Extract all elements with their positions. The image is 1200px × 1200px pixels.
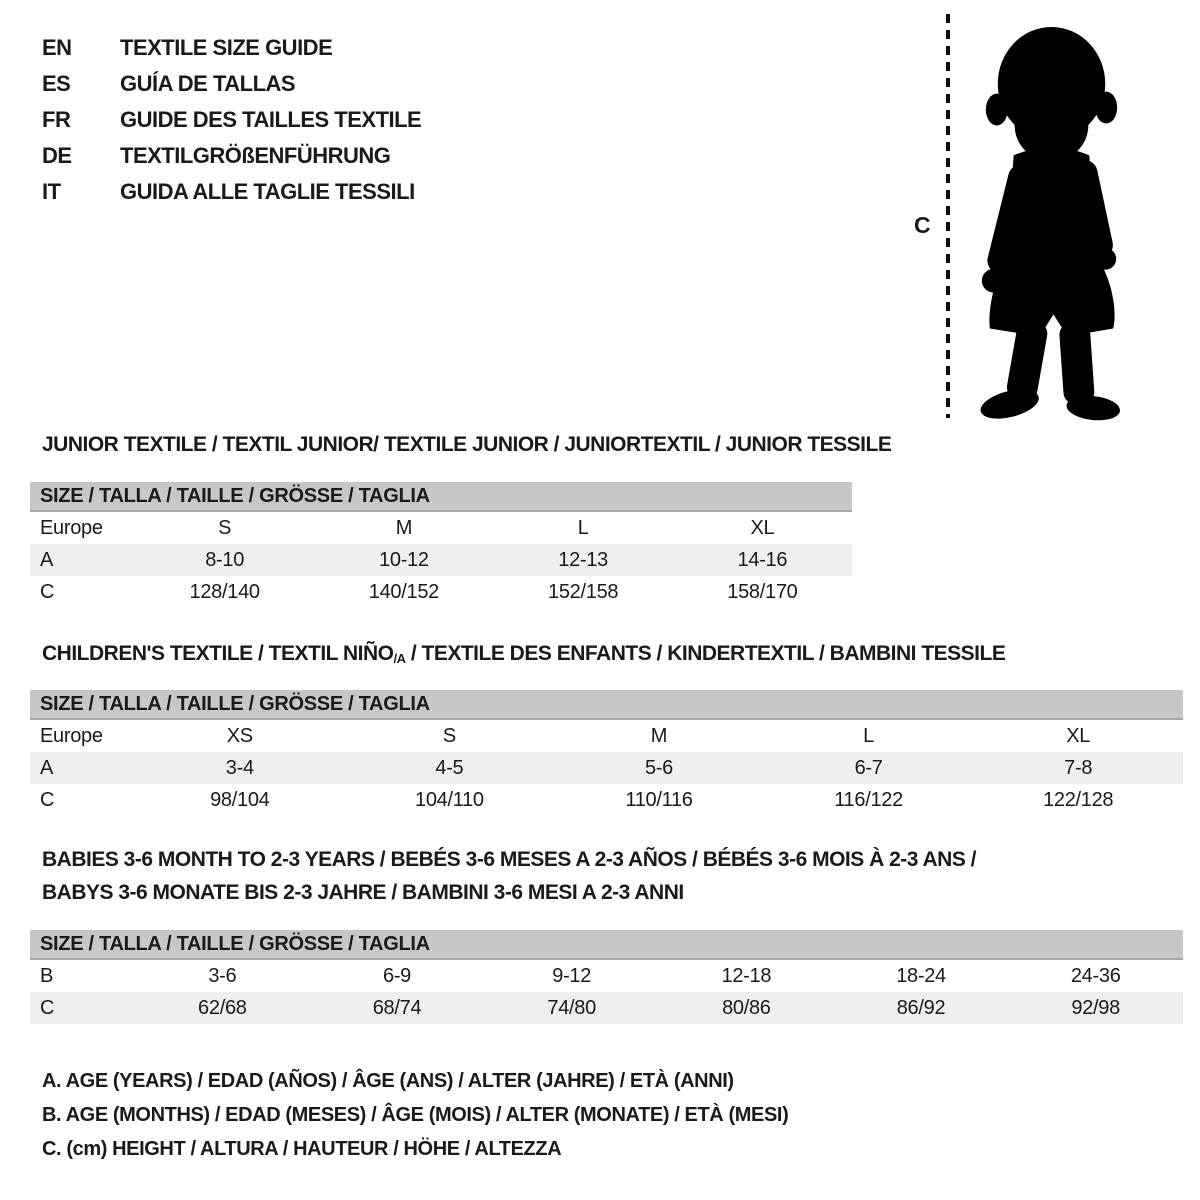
junior-size-table xyxy=(30,482,852,608)
size-cell: XL xyxy=(1066,724,1091,747)
lang-row-fr xyxy=(42,102,421,138)
table-row xyxy=(30,576,852,608)
height-cell: 62/68 xyxy=(198,996,247,1019)
lang-code-de: DE xyxy=(42,143,72,168)
table-row xyxy=(30,512,852,544)
babies-size-table xyxy=(30,930,1183,1024)
lang-title-it: GUIDA ALLE TAGLIE TESSILI xyxy=(120,179,415,204)
height-cell: 68/74 xyxy=(372,996,422,1019)
height-cell: 110/116 xyxy=(625,788,693,811)
measure-label-c: C xyxy=(914,212,931,238)
lang-code-en: EN xyxy=(42,35,72,60)
age-months-cell: 18-24 xyxy=(896,964,946,987)
size-cell: XL xyxy=(750,516,775,539)
children-size-table xyxy=(30,690,1183,816)
lang-title-es: GUÍA DE TALLAS xyxy=(120,71,296,96)
height-cell: 74/80 xyxy=(547,996,596,1019)
dashed-measure-line xyxy=(946,14,950,418)
junior-section-heading: JUNIOR TEXTILE / TEXTIL JUNIOR/ TEXTILE JUNIOR / JUNIORTEXTIL / JUNIOR TESSILE xyxy=(42,433,892,456)
lang-row-de xyxy=(42,138,421,174)
height-cell: 98/104 xyxy=(210,788,270,811)
lang-code-fr: FR xyxy=(42,107,71,132)
table-row xyxy=(30,752,1183,784)
age-cell: 7-8 xyxy=(1064,756,1093,779)
row-label-a: A xyxy=(40,548,54,571)
babies-section-heading-line2: BABYS 3-6 MONATE BIS 2-3 JAHRE / BAMBINI 3-6 MESI A 2-3 ANNI xyxy=(42,881,684,904)
size-cell: S xyxy=(218,516,232,539)
children-table-size-header: SIZE / TALLA / TAILLE / GRÖSSE / TAGLIA xyxy=(30,690,1183,720)
age-months-cell: 6-9 xyxy=(383,964,412,987)
height-cell: 140/152 xyxy=(368,580,439,603)
height-cell: 104/110 xyxy=(415,788,484,811)
size-cell: L xyxy=(577,516,589,539)
table-row xyxy=(30,992,1183,1024)
legend-line-c: C. (cm) HEIGHT / ALTURA / HAUTEUR / HÖHE / ALTEZZA xyxy=(42,1138,562,1160)
lang-row-it xyxy=(42,174,421,210)
height-cell: 128/140 xyxy=(189,580,260,603)
age-cell: 6-7 xyxy=(854,756,883,779)
children-heading-rest: / TEXTILE DES ENFANTS / KINDERTEXTIL / BAMBINI TESSILE xyxy=(405,642,1006,665)
size-cell: M xyxy=(650,724,668,747)
age-cell: 12-13 xyxy=(558,548,608,571)
junior-table-size-header: SIZE / TALLA / TAILLE / GRÖSSE / TAGLIA xyxy=(30,482,852,512)
age-cell: 3-4 xyxy=(225,756,254,779)
size-cell: S xyxy=(442,724,456,747)
table-row xyxy=(30,784,1183,816)
age-cell: 14-16 xyxy=(737,548,788,571)
children-section-heading xyxy=(42,642,1005,666)
age-months-cell: 3-6 xyxy=(208,964,237,987)
lang-row-en xyxy=(42,30,421,66)
children-heading-subscript: /A xyxy=(393,651,406,666)
height-measure-figure xyxy=(900,0,1200,440)
size-cell: XS xyxy=(226,724,253,747)
height-cell: 92/98 xyxy=(1071,996,1120,1019)
height-cell: 80/86 xyxy=(722,996,771,1019)
table-row xyxy=(30,720,1183,752)
age-months-cell: 12-18 xyxy=(721,964,772,987)
age-cell: 8-10 xyxy=(205,548,245,571)
lang-title-fr: GUIDE DES TAILLES TEXTILE xyxy=(120,107,422,132)
height-cell: 86/92 xyxy=(896,996,946,1019)
children-heading-main: CHILDREN'S TEXTILE / TEXTIL NIÑO xyxy=(42,642,394,665)
language-header xyxy=(42,30,421,210)
size-cell: L xyxy=(863,724,874,747)
legend-line-b: B. AGE (MONTHS) / EDAD (MESES) / ÂGE (MOIS) / ALTER (MONATE) / ETÀ (MESI) xyxy=(42,1104,789,1126)
size-cell: M xyxy=(395,516,413,539)
table-row xyxy=(30,960,1183,992)
row-label-c: C xyxy=(40,580,55,603)
height-cell: 122/128 xyxy=(1043,788,1114,811)
table-row xyxy=(30,544,852,576)
lang-row-es xyxy=(42,66,421,102)
toddler-silhouette-icon xyxy=(962,24,1140,422)
measure-legend xyxy=(42,1064,788,1166)
age-cell: 10-12 xyxy=(379,548,429,571)
age-cell: 4-5 xyxy=(435,756,464,779)
height-cell: 152/158 xyxy=(548,580,619,603)
babies-table-size-header: SIZE / TALLA / TAILLE / GRÖSSE / TAGLIA xyxy=(30,930,1183,960)
lang-code-it: IT xyxy=(42,179,61,204)
age-cell: 5-6 xyxy=(644,756,673,779)
row-label-a: A xyxy=(40,756,54,779)
row-label-europe: Europe xyxy=(40,724,103,747)
height-cell: 116/122 xyxy=(834,788,903,811)
height-cell: 158/170 xyxy=(727,580,798,603)
legend-line-a: A. AGE (YEARS) / EDAD (AÑOS) / ÂGE (ANS) / ALTER (JAHRE) / ETÀ (ANNI) xyxy=(42,1070,734,1092)
lang-code-es: ES xyxy=(42,71,71,96)
row-label-c: C xyxy=(40,996,55,1019)
age-months-cell: 24-36 xyxy=(1070,964,1121,987)
babies-section-heading-line1: BABIES 3-6 MONTH TO 2-3 YEARS / BEBÉS 3-6 MESES A 2-3 AÑOS / BÉBÉS 3-6 MOIS À 2-3 ANS / xyxy=(42,848,977,871)
age-months-cell: 9-12 xyxy=(552,964,592,987)
lang-title-en: TEXTILE SIZE GUIDE xyxy=(120,35,333,60)
row-label-europe: Europe xyxy=(40,516,103,539)
row-label-c: C xyxy=(40,788,55,811)
lang-title-de: TEXTILGRÖßENFÜHRUNG xyxy=(120,143,391,168)
row-label-b: B xyxy=(40,964,54,987)
